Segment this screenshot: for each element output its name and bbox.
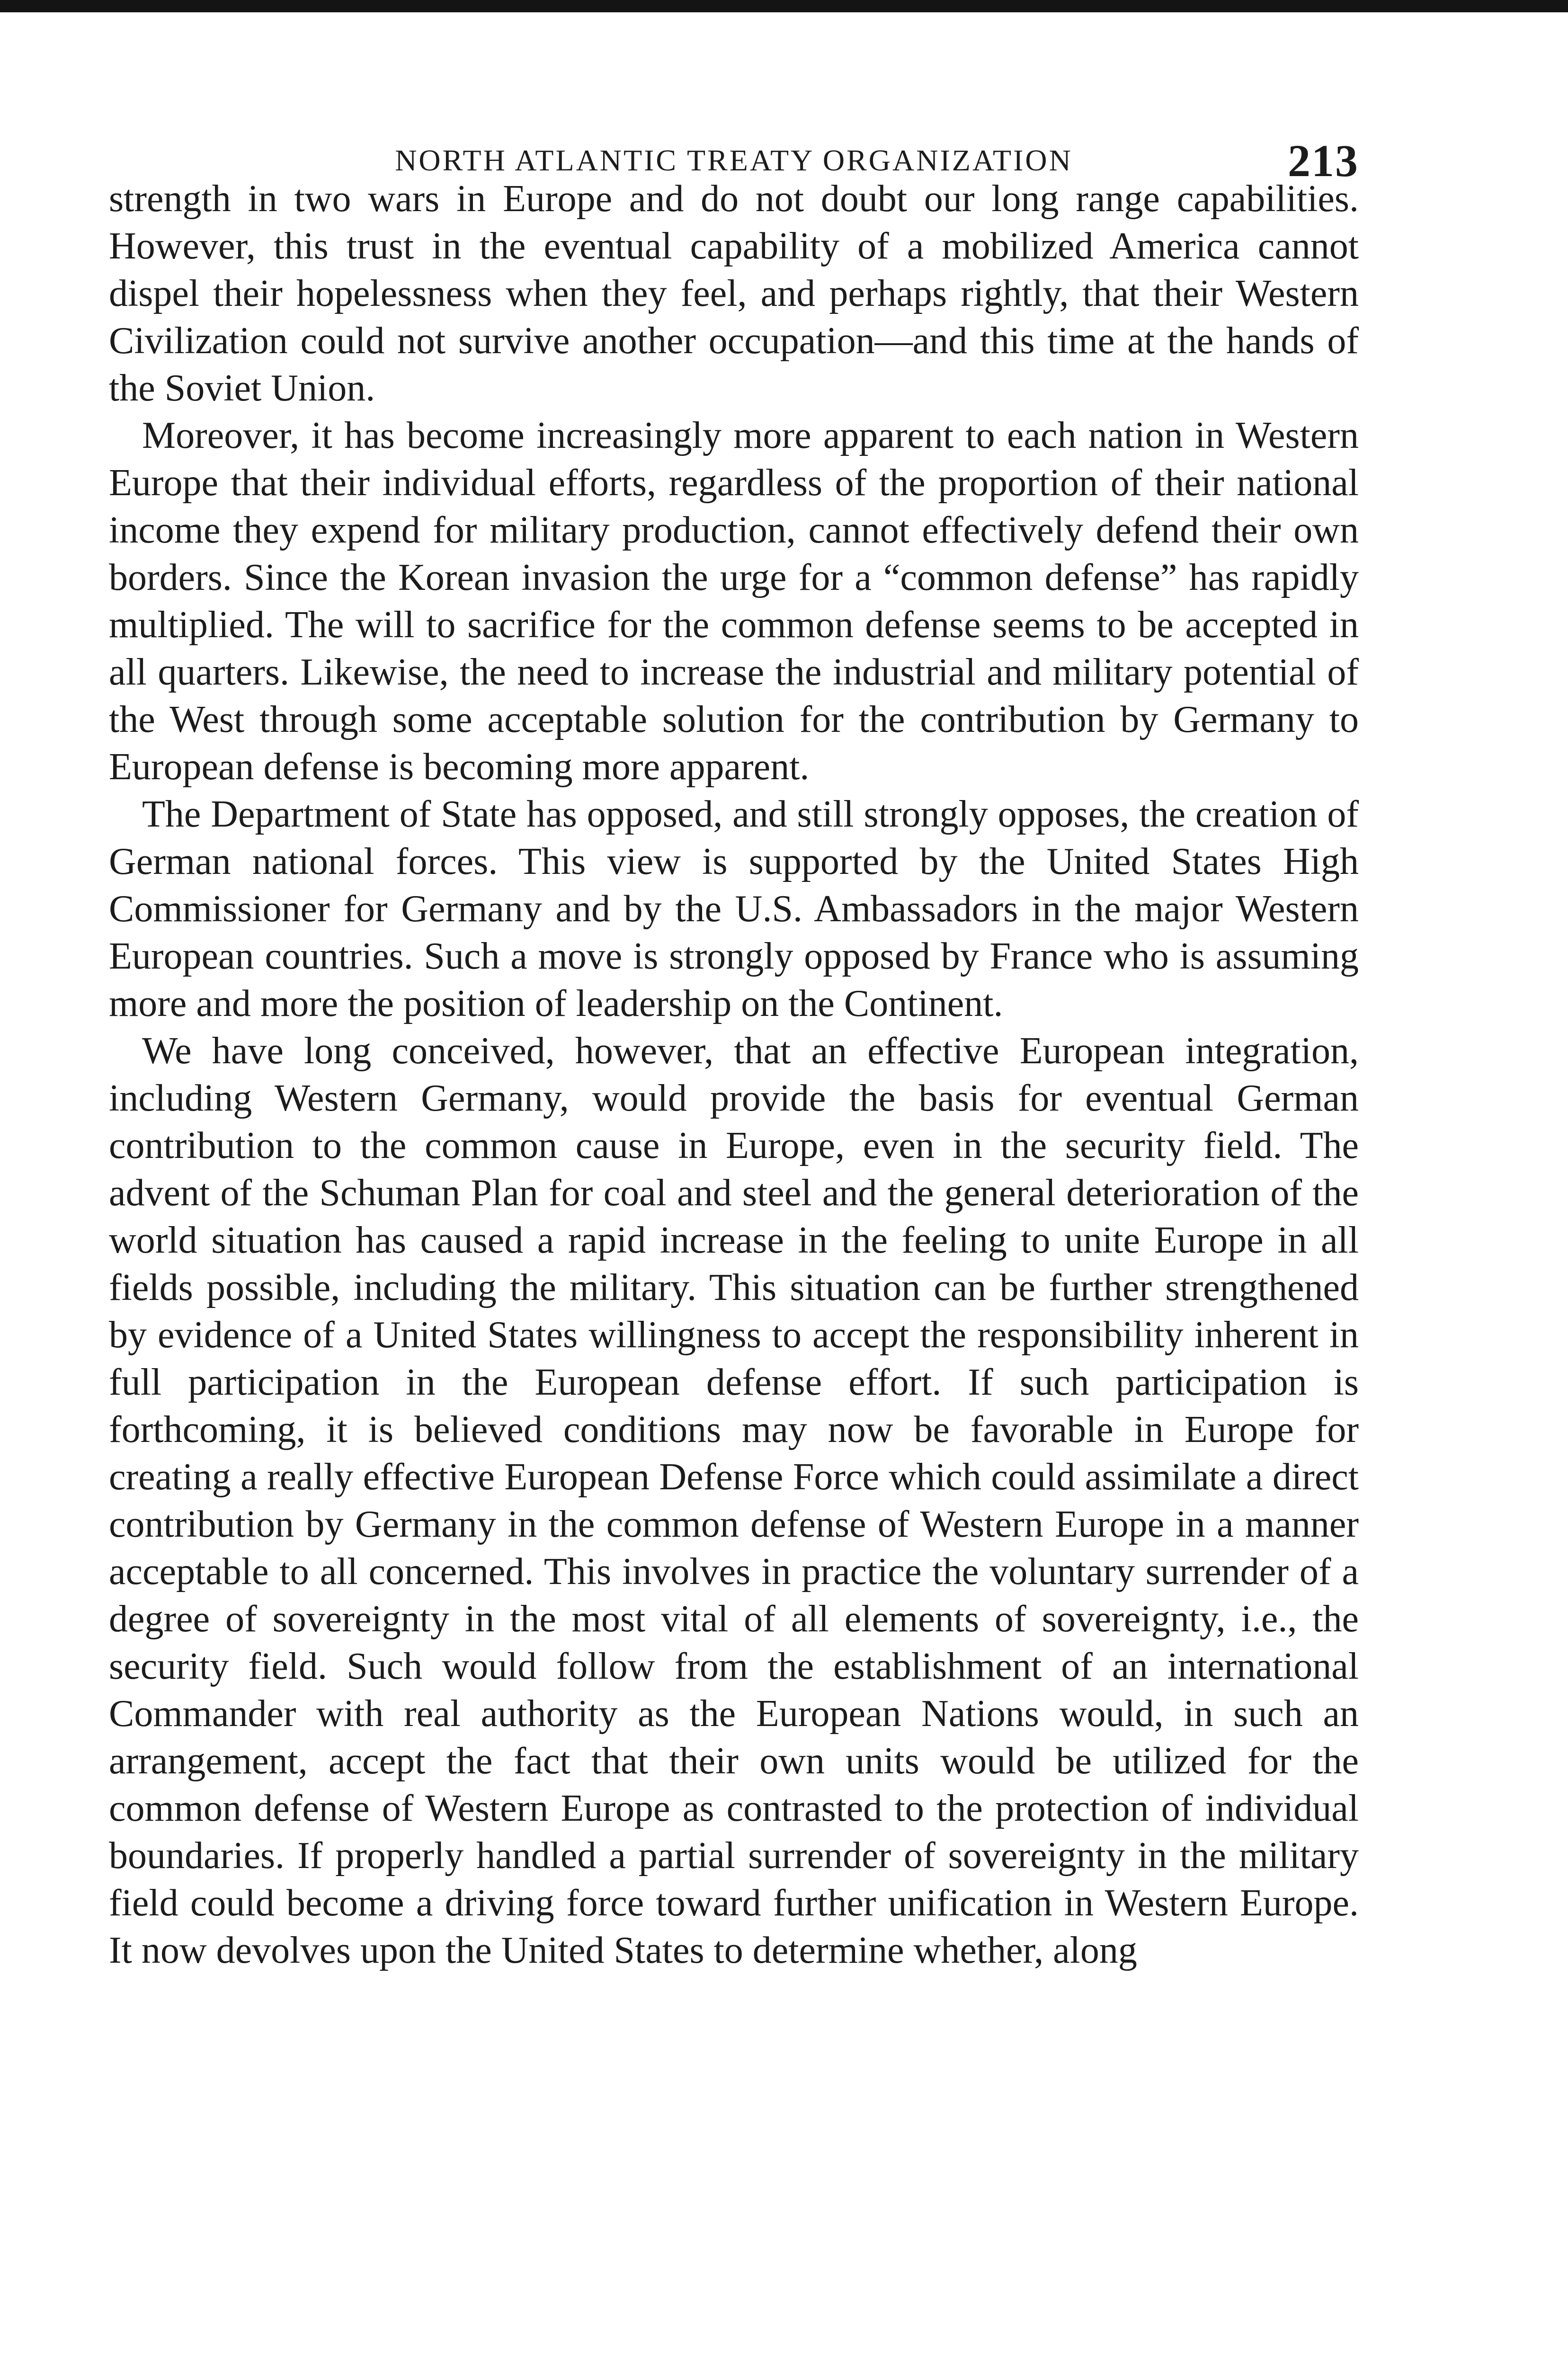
paragraph-continued: strength in two wars in Europe and do not doubt our long range capabilities. However, this trust in the eventual capability of a mobilized America cannot dispel their hopelessness when they feel, and perhaps rightly, that their Western Civilization could not survive another occupation—and this time at the hands of the Soviet Union.	[109, 178, 1359, 409]
page-number: 213	[1288, 135, 1359, 186]
paragraph: We have long conceived, however, that an effective European integration, including Western Germany, would provide the basis for eventual German contribution to the common cause in Europe, even in the security field. The advent of the Schuman Plan for coal and steel and the general deterioration of the world situation has caused a rapid increase in the feeling to unite Europe in all fields possible, including the military. This situation can be further strengthened by evidence of a United States willingness to accept the responsibility inherent in full participation in the European defense effort. If such participation is forthcoming, it is believed conditions may now be favorable in Europe for creating a really effective European Defense Force which could assimilate a direct contribution by Germany in the common defense of Western Europe in a manner acceptable to all concerned. This involves in practice the voluntary surrender of a degree of sovereignty in the most vital of all elements of sovereignty, i.e., the security field. Such would follow from the establishment of an international Commander with real authority as the European Nations would, in such an arrangement, accept the fact that their own units would be utilized for the common defense of Western Europe as contrasted to the protection of individual boundaries. If properly handled a partial surrender of sovereignty in the military field could become a driving force toward further unification in Western Europe. It now devolves upon the United States to determine whether, along	[109, 1030, 1359, 1971]
top-border	[0, 0, 1568, 12]
paragraph: The Department of State has opposed, and still strongly opposes, the creation of German national forces. This view is supported by the United States High Commissioner for Germany and by the U.S. Ambassadors in the major Western European countries. Such a move is strongly opposed by France who is assuming more and more the position of leadership on the Continent.	[109, 793, 1359, 1024]
running-title: NORTH ATLANTIC TREATY ORGANIZATION	[395, 143, 1073, 177]
running-header	[109, 118, 1359, 186]
paragraph: Moreover, it has become increasingly more apparent to each nation in Western Europe that their individual efforts, regardless of the proportion of their national income they expend for military production, cannot effectively defend their own borders. Since the Korean invasion the urge for a “common defense” has rapidly multiplied. The will to sacrifice for the common defense seems to be accepted in all quarters. Likewise, the need to increase the industrial and military potential of the West through some acceptable solution for the contribution by Germany to European defense is becoming more apparent.	[109, 415, 1359, 788]
body-text	[109, 175, 1359, 1974]
document-page	[109, 118, 1359, 1974]
